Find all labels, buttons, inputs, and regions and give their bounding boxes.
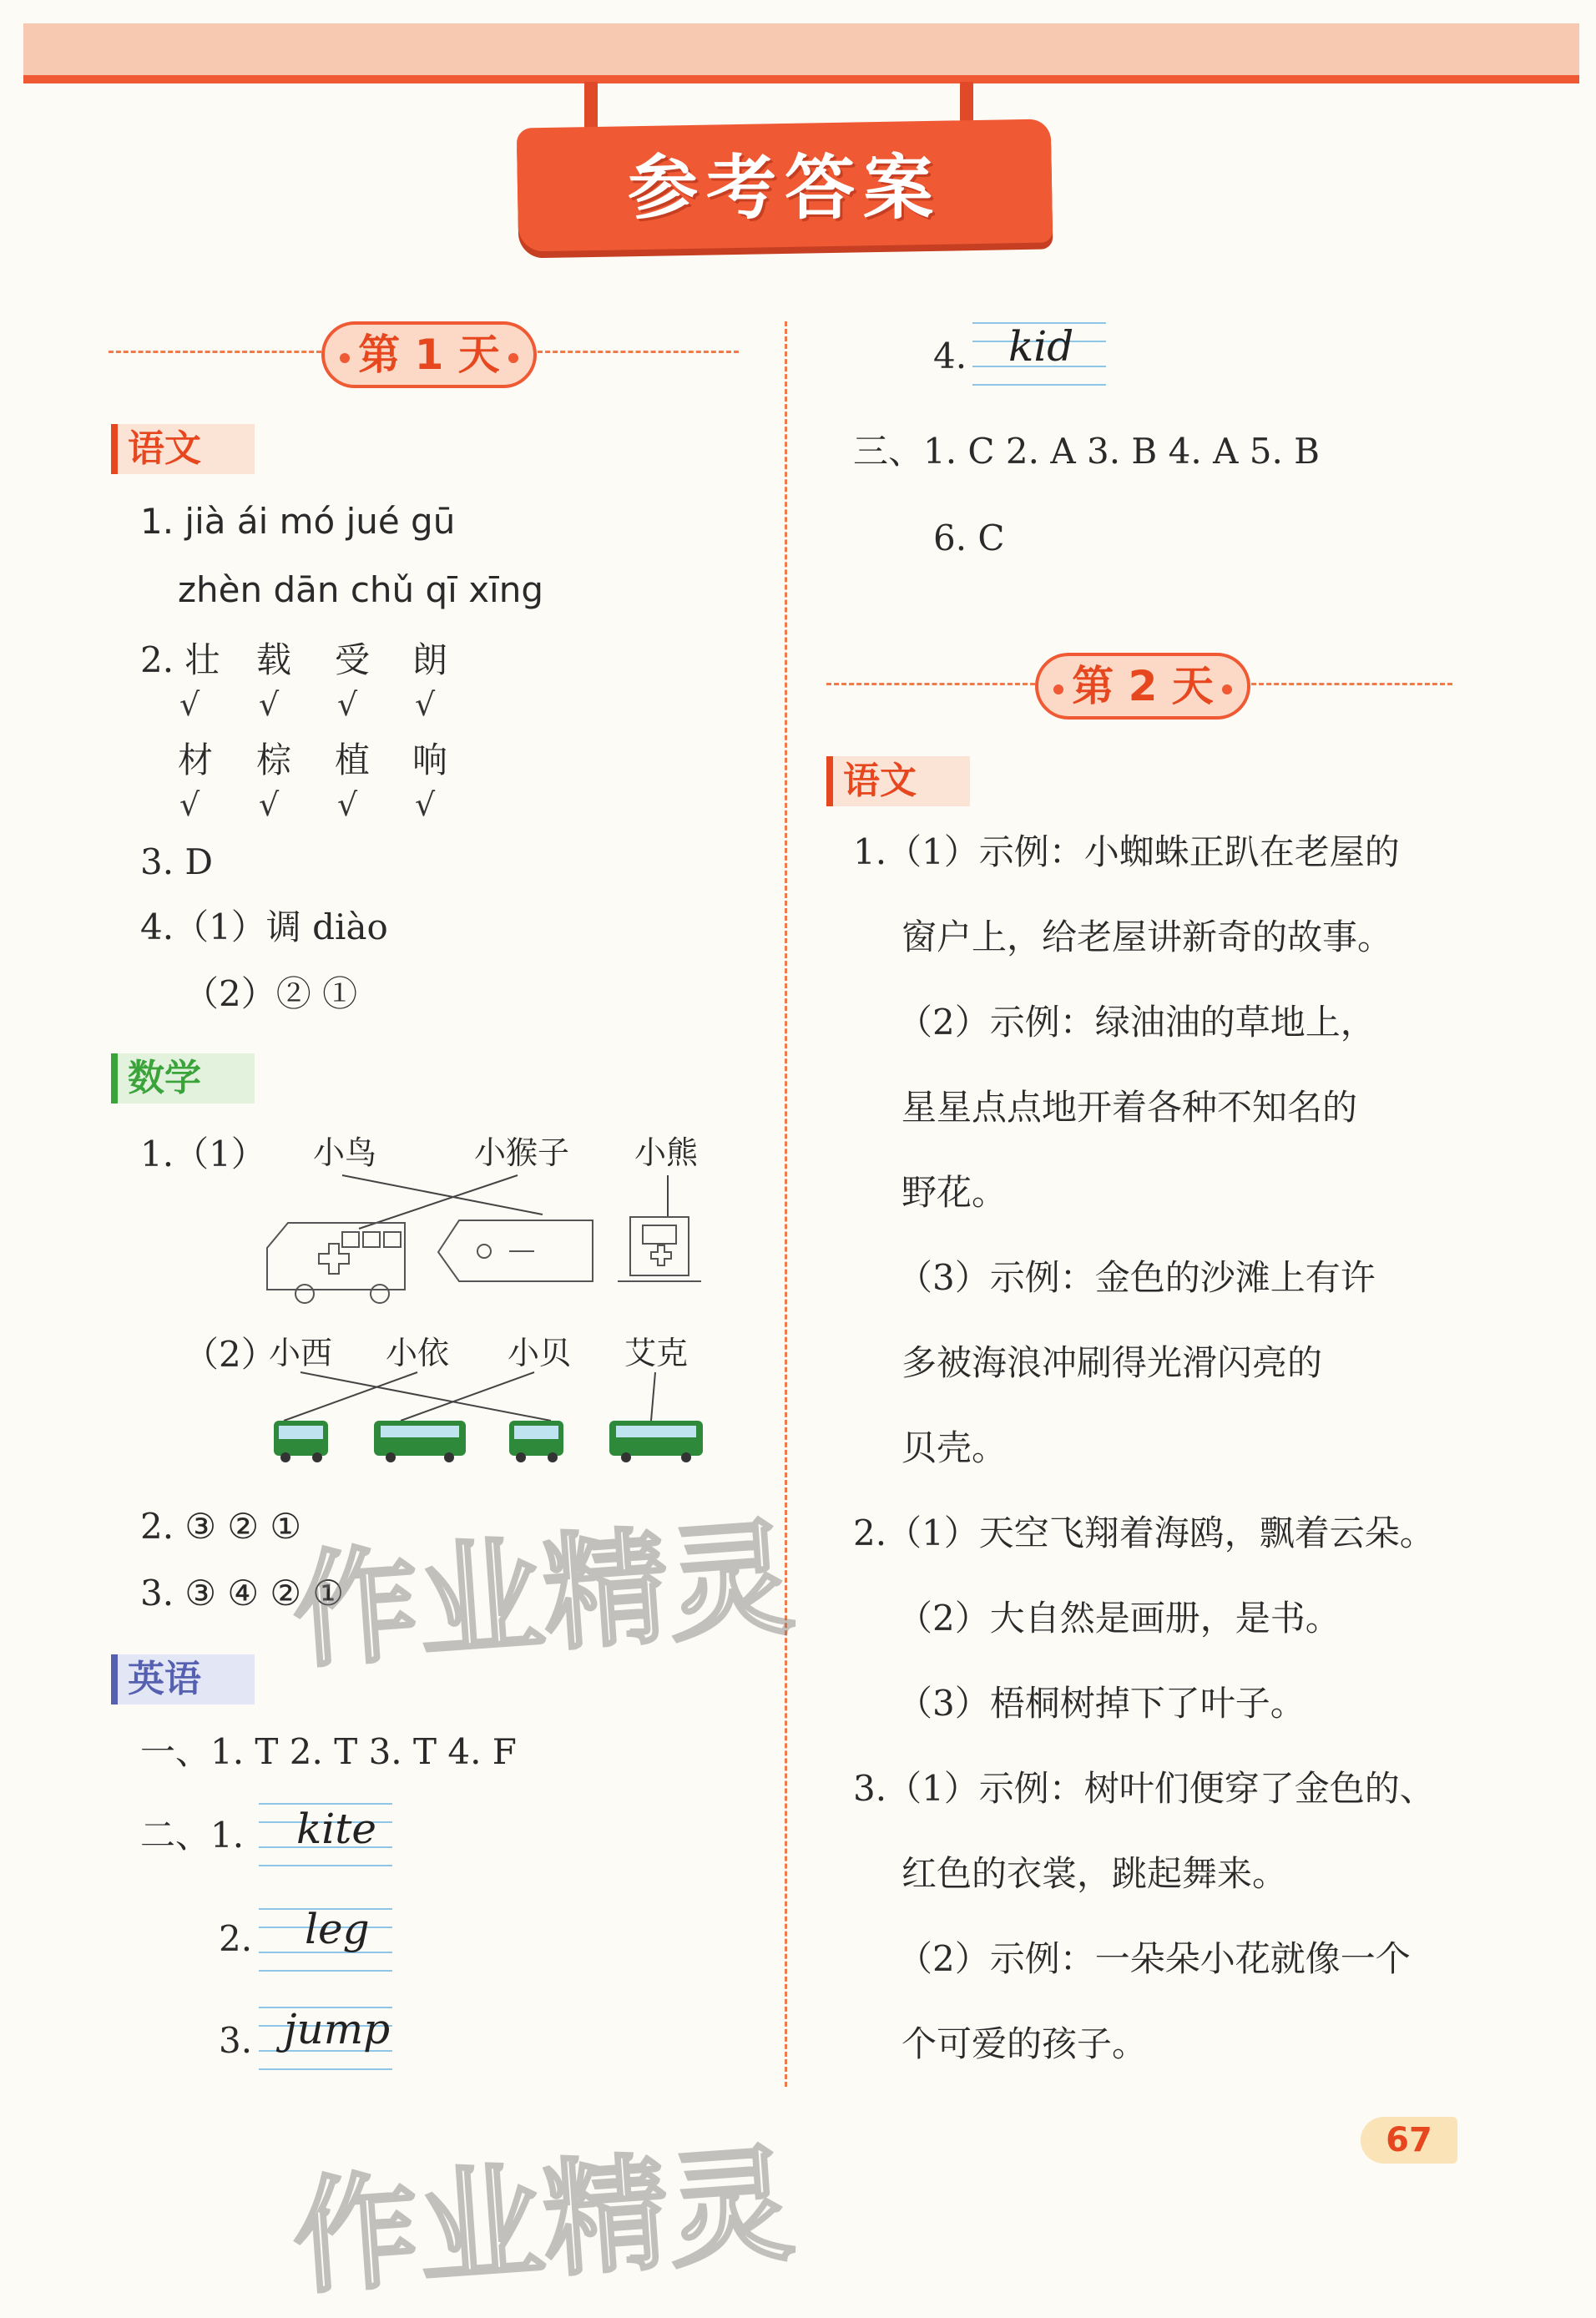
van-icon — [438, 1220, 593, 1281]
badge-dot-right — [508, 353, 518, 363]
day2-line: （3）梧桐树掉下了叶子。 — [897, 1683, 1306, 1724]
day2-line: 星星点点地开着各种不知名的 — [902, 1087, 1358, 1128]
yuwen-q4-1: 4.（1）调 diào — [140, 906, 388, 947]
writing-guide-line — [972, 384, 1106, 386]
shuxue-q2: 2. ③ ② ① — [140, 1506, 302, 1547]
day1-badge — [321, 321, 537, 388]
subject-yuwen-day2 — [826, 756, 970, 806]
yuwen-q2-row2-a: 材 — [178, 740, 214, 780]
connector-line — [342, 1175, 543, 1215]
answer-word-kite: kite — [296, 1805, 376, 1853]
bus-icon — [274, 1421, 328, 1462]
day2-line: 3.（1）示例：树叶们便穿了金色的、 — [853, 1768, 1435, 1809]
yuwen-q2-row2-d: 响 — [412, 740, 448, 780]
yuwen-q2-row2-c: 植 — [335, 740, 371, 780]
day2-line: 野花。 — [902, 1172, 1008, 1213]
yuwen-q2-row1-a: 2. 壮 — [140, 639, 220, 680]
yingyu-part2-label: 二、1. — [140, 1815, 245, 1856]
answer-word-leg: leg — [305, 1905, 370, 1953]
bus-icon — [609, 1421, 703, 1462]
yuwen-q2-row1-b: 载 — [256, 639, 292, 680]
badge-dot-left — [1053, 684, 1063, 694]
vehicle-matching-figure — [250, 1169, 718, 1319]
subject-bar — [111, 1053, 118, 1103]
day2-badge-label: 第 2 天 — [1072, 662, 1214, 710]
badge-dot-right — [1222, 684, 1232, 694]
bus-matching-figure — [267, 1369, 718, 1469]
connector-line — [284, 1372, 417, 1421]
name-xiaoxi: 小西 — [269, 1335, 333, 1371]
day2-line: 2.（1）天空飞翔着海鸥，飘着云朵。 — [853, 1513, 1435, 1553]
day2-line: （3）示例：金色的沙滩上有许 — [897, 1257, 1376, 1298]
check-mark: √ — [415, 786, 436, 823]
day2-line: 多被海浪冲刷得光滑闪亮的 — [902, 1342, 1323, 1383]
shuxue-q3: 3. ③ ④ ② ① — [140, 1573, 345, 1614]
subject-bar — [826, 756, 833, 806]
yingyu-part3-row1: 三、1. C 2. A 3. B 4. A 5. B — [853, 431, 1321, 472]
day2-divider-right — [1244, 683, 1452, 685]
check-mark: √ — [259, 786, 280, 823]
day2-line: 红色的衣裳，跳起舞来。 — [902, 1853, 1288, 1894]
header-line — [23, 75, 1579, 83]
subject-label: 英语 — [128, 1658, 201, 1700]
bus-icon — [509, 1421, 563, 1462]
subject-yingyu — [111, 1654, 255, 1704]
subject-shuxue — [111, 1053, 255, 1103]
writing-guide-line — [259, 1865, 392, 1866]
day2-line: 窗户上，给老屋讲新奇的故事。 — [902, 917, 1393, 957]
name-xiaohouzi: 小猴子 — [474, 1134, 570, 1171]
yuwen-q1-row2: zhèn dān chǔ qī xīng — [178, 569, 544, 610]
watermark: 作业精灵 — [288, 2132, 799, 2312]
subject-bar — [111, 1654, 118, 1704]
answer-word-jump: jump — [284, 2005, 391, 2053]
subject-bar — [111, 424, 118, 474]
day2-line: （2）示例：绿油油的草地上， — [897, 1002, 1376, 1043]
writing-guide-line — [259, 2068, 392, 2070]
yuwen-q3: 3. D — [140, 841, 214, 882]
check-mark: √ — [179, 686, 200, 723]
check-mark: √ — [337, 786, 358, 823]
day2-line: 贝壳。 — [902, 1427, 1008, 1468]
ambulance-icon — [267, 1223, 405, 1303]
day2-line: （2）大自然是画册，是书。 — [897, 1598, 1341, 1639]
bus-icon — [374, 1421, 466, 1462]
yingyu-word2-num: 2. — [219, 1918, 253, 1959]
subject-yuwen-day1 — [111, 424, 255, 474]
yuwen-q2-row2-b: 棕 — [256, 740, 292, 780]
name-xiaoxiong: 小熊 — [634, 1134, 699, 1171]
shuxue-q1-2-label: （2） — [184, 1334, 276, 1375]
yuwen-q1-row1: 1. jià ái mó jué gū — [140, 501, 456, 542]
yingyu-word3-num: 3. — [219, 2020, 253, 2061]
day1-divider-right — [530, 351, 739, 353]
column-divider — [785, 321, 787, 2087]
writing-guide-line — [259, 1970, 392, 1972]
yingyu-part1: 一、1. T 2. T 3. T 4. F — [140, 1731, 517, 1772]
shuxue-q1-1-label: 1.（1） — [140, 1134, 266, 1174]
small-ambulance-icon — [618, 1217, 701, 1281]
connector-line — [651, 1372, 655, 1421]
day1-divider-left — [109, 351, 321, 353]
answer-word-kid: kid — [1008, 322, 1074, 371]
yuwen-q4-2: （2）② ① — [184, 973, 358, 1014]
name-xiaoyi: 小依 — [386, 1335, 450, 1371]
day1-badge-label: 第 1 天 — [358, 331, 500, 379]
day2-divider-left — [826, 683, 1035, 685]
watermark: 作业精灵 — [288, 1506, 799, 1686]
name-xiaobei: 小贝 — [508, 1335, 572, 1371]
day2-line: 个可爱的孩子。 — [902, 2023, 1148, 2064]
check-mark: √ — [337, 686, 358, 723]
sign-post-left — [584, 82, 598, 132]
day2-line: 1.（1）示例：小蜘蛛正趴在老屋的 — [853, 831, 1400, 872]
badge-dot-left — [340, 353, 350, 363]
yingyu-word4-num: 4. — [933, 336, 967, 376]
subject-label: 数学 — [128, 1057, 201, 1099]
check-mark: √ — [259, 686, 280, 723]
day2-line: （2）示例：一朵朵小花就像一个 — [897, 1938, 1411, 1979]
subject-label: 语文 — [843, 760, 917, 802]
yuwen-q2-row1-c: 受 — [335, 639, 371, 680]
name-aike: 艾克 — [624, 1335, 689, 1371]
page-number: 67 — [1361, 2117, 1457, 2164]
check-mark: √ — [179, 786, 200, 823]
yuwen-q2-row1-d: 朗 — [412, 639, 448, 680]
subject-label: 语文 — [128, 427, 201, 470]
yingyu-part3-row2: 6. C — [933, 518, 1005, 558]
day2-badge — [1035, 653, 1250, 720]
check-mark: √ — [415, 686, 436, 723]
page-title: 参考答案 — [627, 147, 942, 229]
header-band — [23, 23, 1579, 82]
name-xiaoniao: 小鸟 — [313, 1134, 377, 1171]
